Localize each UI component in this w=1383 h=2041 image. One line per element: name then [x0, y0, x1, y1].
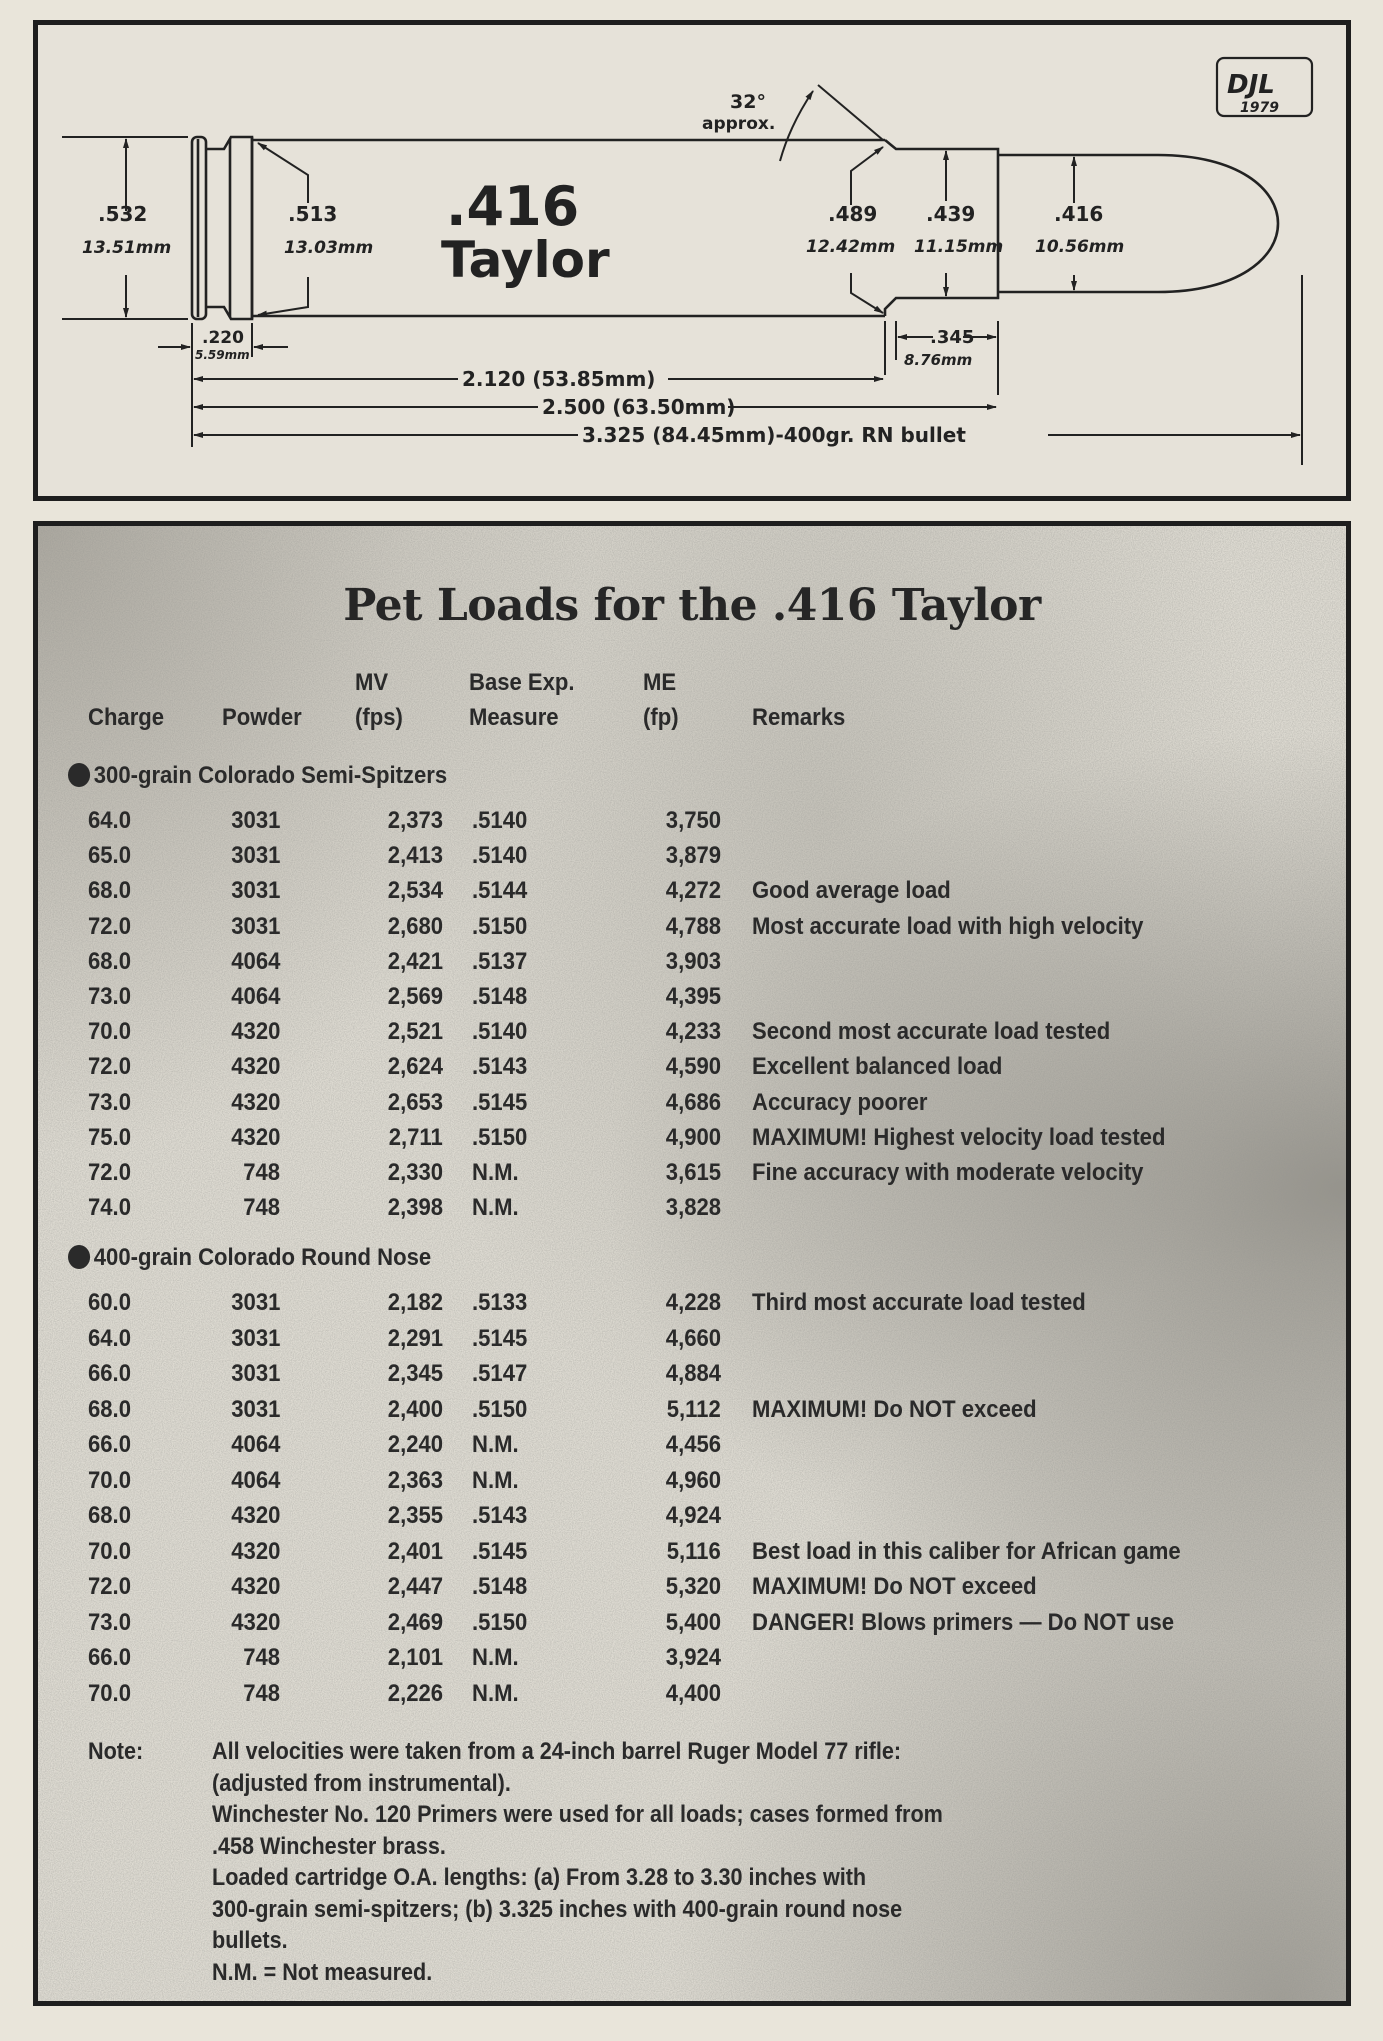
cell-powder: 3031 — [230, 1395, 280, 1423]
cell-mv: 2,680 — [387, 912, 443, 940]
header-powder: Powder — [222, 704, 302, 731]
overall-length-label: 3.325 (84.45mm)-400gr. RN bullet — [582, 423, 966, 447]
cell-powder: 748 — [243, 1644, 280, 1671]
bullet-diameter-mm-label: 10.56mm — [1035, 237, 1125, 257]
cell-base: .5150 — [472, 1123, 528, 1151]
cell-base: .5150 — [472, 1608, 528, 1636]
cell-remarks: Best load in this caliber for African game — [752, 1537, 1181, 1565]
bullet-dot-icon — [68, 763, 90, 787]
cell-me: 3,615 — [665, 1159, 721, 1186]
cell-me: 4,233 — [665, 1018, 721, 1046]
cartridge-diagram — [33, 20, 1351, 501]
cell-charge: 73.0 — [88, 1608, 131, 1636]
header-base-line1: Base Exp. — [469, 669, 575, 696]
cell-mv: 2,363 — [387, 1466, 443, 1494]
cell-charge: 65.0 — [88, 842, 131, 870]
cell-base: N.M. — [472, 1679, 519, 1707]
cell-base: .5140 — [472, 807, 528, 834]
cell-mv: 2,401 — [387, 1537, 443, 1565]
cell-base: .5133 — [472, 1289, 528, 1316]
cell-base: .5140 — [472, 1018, 528, 1046]
cell-charge: 64.0 — [88, 1324, 131, 1352]
cell-charge: 70.0 — [88, 1466, 131, 1494]
cartridge-drawing — [38, 25, 1346, 496]
cell-base: N.M. — [472, 1431, 519, 1458]
base-diameter-label: .513 — [288, 202, 338, 226]
cell-base: .5148 — [472, 1573, 528, 1600]
cell-powder: 4320 — [230, 1053, 280, 1081]
cell-charge: 75.0 — [88, 1123, 131, 1151]
neck-diameter-mm-label: 11.15mm — [914, 237, 1004, 257]
base-diameter-mm-label: 13.03mm — [284, 238, 374, 258]
cell-mv: 2,711 — [388, 1123, 443, 1151]
shoulder-neck — [885, 140, 998, 316]
cell-base: N.M. — [472, 1644, 519, 1671]
rim-length-label: .220 — [202, 328, 244, 348]
cell-mv: 2,413 — [387, 842, 443, 870]
rim-diameter-label: .532 — [98, 202, 148, 226]
cell-remarks: Second most accurate load tested — [752, 1018, 1111, 1046]
note-line: All velocities were taken from a 24-inch barrel Ruger Model 77 rifle: — [212, 1738, 902, 1765]
case-length-label: 2.500 (63.50mm) — [542, 395, 736, 419]
cell-base: .5144 — [472, 877, 528, 905]
cell-remarks: Most accurate load with high velocity — [752, 912, 1144, 940]
load-table-panel — [33, 521, 1351, 2006]
cell-charge: 68.0 — [88, 877, 131, 905]
cell-mv: 2,400 — [387, 1395, 443, 1423]
table-title: Pet Loads for the .416 Taylor — [343, 580, 1041, 631]
cell-remarks: DANGER! Blows primers — Do NOT use — [752, 1608, 1175, 1636]
cell-me: 4,590 — [665, 1053, 721, 1081]
section-label: 400-grain Colorado Round Nose — [93, 1244, 432, 1271]
cell-me: 3,828 — [665, 1194, 721, 1222]
cell-base: N.M. — [472, 1159, 519, 1186]
section-label: 300-grain Colorado Semi-Spitzers — [93, 762, 448, 789]
cell-base: .5150 — [472, 912, 528, 940]
cell-mv: 2,569 — [387, 983, 443, 1010]
cell-charge: 64.0 — [88, 807, 131, 834]
length-to-shoulder-label: 2.120 (53.85mm) — [462, 367, 656, 391]
cell-base: .5145 — [472, 1537, 528, 1565]
cell-powder: 748 — [243, 1159, 280, 1186]
cell-me: 3,750 — [665, 807, 721, 834]
cell-me: 3,879 — [665, 842, 721, 870]
neck-diameter-label: .439 — [926, 202, 976, 226]
header-remarks: Remarks — [752, 704, 846, 731]
cell-powder: 748 — [243, 1679, 280, 1707]
cell-charge: 72.0 — [88, 1053, 131, 1081]
cell-charge: 70.0 — [88, 1537, 131, 1565]
cell-powder: 4064 — [230, 947, 280, 975]
cell-me: 4,884 — [665, 1360, 721, 1387]
cell-me: 4,960 — [665, 1466, 721, 1494]
cell-mv: 2,624 — [387, 1053, 443, 1081]
cell-charge: 70.0 — [88, 1679, 131, 1707]
cell-base: .5145 — [472, 1088, 528, 1116]
cartridge-outline — [192, 137, 1278, 319]
cell-mv: 2,521 — [387, 1018, 443, 1046]
cell-me: 5,400 — [665, 1608, 721, 1636]
cell-remarks: Fine accuracy with moderate velocity — [752, 1159, 1144, 1186]
cell-me: 4,900 — [665, 1123, 721, 1151]
cell-mv: 2,653 — [387, 1088, 443, 1116]
bullet-shape — [998, 155, 1278, 292]
header-mv-line1: MV — [355, 669, 389, 696]
cell-base: .5143 — [472, 1053, 528, 1081]
cell-mv: 2,226 — [387, 1679, 443, 1707]
cell-me: 4,456 — [665, 1431, 721, 1458]
cell-remarks: MAXIMUM! Do NOT exceed — [752, 1395, 1037, 1423]
note-label: Note: — [88, 1738, 144, 1765]
cell-charge: 73.0 — [88, 1088, 131, 1116]
cell-me: 4,395 — [665, 983, 721, 1010]
cell-powder: 4320 — [230, 1502, 280, 1529]
cell-powder: 4320 — [230, 1018, 280, 1046]
cell-powder: 4320 — [230, 1088, 280, 1116]
section-header — [68, 762, 447, 790]
bullet-dot-icon — [68, 1245, 90, 1269]
cell-charge: 73.0 — [88, 983, 131, 1010]
header-me-line2: (fp) — [643, 704, 679, 731]
cell-powder: 4320 — [230, 1608, 280, 1636]
note-line: Loaded cartridge O.A. lengths: (a) From 3.28 to 3.30 inches with — [212, 1864, 867, 1891]
cell-base: .5147 — [472, 1360, 528, 1387]
cell-base: .5148 — [472, 983, 528, 1010]
cell-base: N.M. — [472, 1466, 519, 1494]
cell-charge: 72.0 — [88, 1573, 131, 1600]
header-mv-line2: (fps) — [355, 704, 403, 731]
cell-powder: 3031 — [230, 1289, 280, 1316]
section-header — [68, 1244, 431, 1272]
note-line: 300-grain semi-spitzers; (b) 3.325 inches with 400-grain round nose — [212, 1895, 903, 1923]
cell-powder: 4064 — [230, 983, 280, 1010]
cell-me: 5,116 — [666, 1537, 721, 1565]
cell-remarks: Excellent balanced load — [752, 1053, 1003, 1081]
cell-me: 4,686 — [665, 1088, 721, 1116]
cell-mv: 2,345 — [387, 1360, 443, 1387]
cell-remarks: Good average load — [752, 877, 951, 905]
cell-base: .5140 — [472, 842, 528, 870]
note-line: (adjusted from instrumental). — [212, 1769, 511, 1797]
shoulder-angle-note: approx. — [702, 114, 776, 134]
cell-base: N.M. — [472, 1194, 519, 1222]
cell-me: 5,320 — [665, 1573, 721, 1600]
signature-year: 1979 — [1240, 100, 1279, 116]
cell-powder: 4320 — [230, 1123, 280, 1151]
cell-remarks: Accuracy poorer — [752, 1088, 928, 1116]
cell-remarks: MAXIMUM! Highest velocity load tested — [752, 1123, 1166, 1151]
cell-charge: 68.0 — [88, 1395, 131, 1423]
cell-mv: 2,101 — [387, 1644, 443, 1671]
cartridge-name-line2: Taylor — [441, 231, 610, 289]
cell-me: 4,788 — [665, 912, 721, 940]
cell-charge: 72.0 — [88, 912, 131, 940]
cell-powder: 3031 — [230, 912, 280, 940]
cell-charge: 66.0 — [88, 1431, 131, 1458]
neck-length-mm-label: 8.76mm — [904, 351, 973, 369]
cell-powder: 3031 — [230, 1360, 280, 1387]
cartridge-name-line1: .416 — [446, 175, 580, 238]
cell-me: 5,112 — [666, 1395, 721, 1423]
note-line: bullets. — [212, 1927, 288, 1954]
cell-mv: 2,421 — [387, 947, 443, 975]
header-me-line1: ME — [643, 669, 677, 696]
cell-me: 4,924 — [665, 1502, 721, 1529]
cell-powder: 3031 — [230, 807, 280, 834]
cell-me: 3,903 — [665, 947, 721, 975]
cell-charge: 72.0 — [88, 1159, 131, 1186]
cell-mv: 2,398 — [387, 1194, 443, 1222]
cell-charge: 68.0 — [88, 947, 131, 975]
rim-length-mm-label: 5.59mm — [195, 348, 250, 362]
cell-me: 4,660 — [665, 1324, 721, 1352]
shoulder-diameter-mm-label: 12.42mm — [806, 237, 896, 257]
cell-me: 3,924 — [665, 1644, 721, 1671]
cell-mv: 2,534 — [387, 877, 443, 905]
note-line: Winchester No. 120 Primers were used for all loads; cases formed from — [212, 1801, 943, 1828]
note-line: .458 Winchester brass. — [212, 1832, 446, 1860]
cell-charge: 68.0 — [88, 1502, 131, 1529]
cell-charge: 74.0 — [88, 1194, 131, 1222]
neck-length-label: .345 — [930, 327, 975, 348]
cell-powder: 4320 — [230, 1573, 280, 1600]
rim-diameter-mm-label: 13.51mm — [82, 238, 172, 258]
shoulder-diameter-label: .489 — [828, 202, 878, 226]
cell-powder: 4064 — [230, 1431, 280, 1458]
header-base-line2: Measure — [469, 704, 559, 731]
cell-charge: 66.0 — [88, 1644, 131, 1671]
shoulder-angle-label: 32° — [730, 91, 766, 113]
cell-mv: 2,447 — [387, 1573, 443, 1600]
cell-remarks: Third most accurate load tested — [752, 1289, 1086, 1316]
note-line: N.M. = Not measured. — [212, 1958, 433, 1986]
bullet-diameter-label: .416 — [1054, 202, 1104, 226]
cell-mv: 2,240 — [387, 1431, 443, 1458]
cell-me: 4,272 — [665, 877, 721, 905]
header-charge: Charge — [88, 704, 165, 731]
cell-me: 4,400 — [665, 1679, 721, 1707]
cell-mv: 2,330 — [387, 1159, 443, 1186]
cell-powder: 748 — [243, 1194, 280, 1222]
cell-charge: 60.0 — [88, 1289, 131, 1316]
cell-mv: 2,469 — [387, 1608, 443, 1636]
cell-base: .5150 — [472, 1395, 528, 1423]
cell-powder: 3031 — [230, 877, 280, 905]
cell-powder: 3031 — [230, 842, 280, 870]
cell-powder: 4064 — [230, 1466, 280, 1494]
cell-mv: 2,182 — [387, 1289, 443, 1316]
cell-charge: 66.0 — [88, 1360, 131, 1387]
cell-remarks: MAXIMUM! Do NOT exceed — [752, 1573, 1037, 1600]
cell-base: .5145 — [472, 1324, 528, 1352]
cell-mv: 2,291 — [387, 1324, 443, 1352]
cell-mv: 2,373 — [387, 807, 443, 834]
cell-base: .5143 — [472, 1502, 528, 1529]
cell-me: 4,228 — [665, 1289, 721, 1316]
cell-mv: 2,355 — [387, 1502, 443, 1529]
cell-charge: 70.0 — [88, 1018, 131, 1046]
cell-powder: 4320 — [230, 1537, 280, 1565]
cell-base: .5137 — [472, 947, 528, 975]
cell-powder: 3031 — [230, 1324, 280, 1352]
signature-initials: DJL — [1227, 70, 1275, 100]
